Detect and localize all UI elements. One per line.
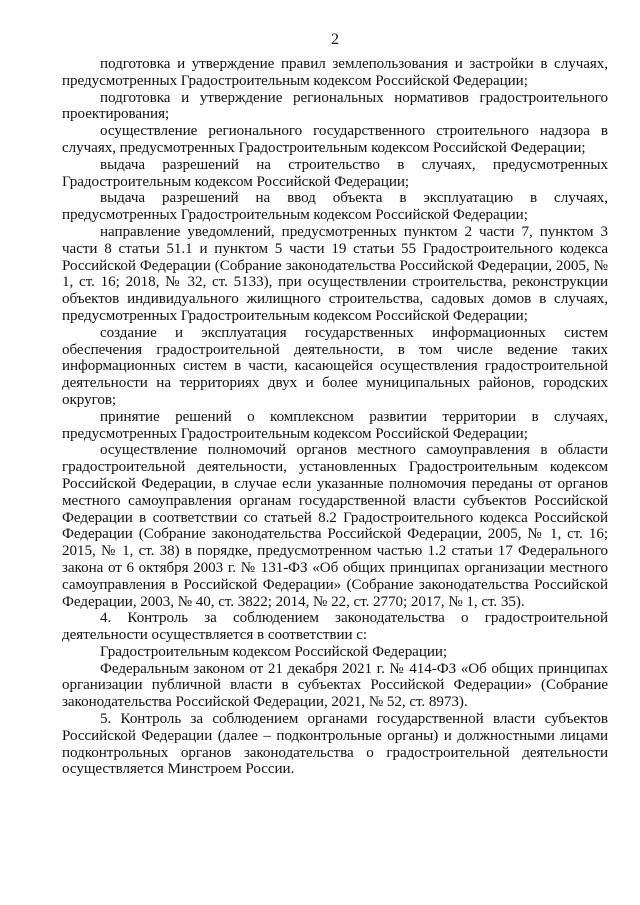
paragraph: выдача разрешений на строительство в случаях, предусмотренных Градостроительным кодексом Российской Федерации; bbox=[62, 156, 608, 190]
paragraph: выдача разрешений на ввод объекта в эксплуатацию в случаях, предусмотренных Градостроительным кодексом Российской Федерации; bbox=[62, 190, 608, 224]
paragraph: направление уведомлений, предусмотренных пунктом 2 части 7, пунктом 3 части 8 статьи 51.1 и пунктом 5 части 19 статьи 55 Градостроительного кодекса Российской Федерации (Собрание законодательства Российской Федерации, 2005, № 1, ст. 16; 2018, № 32, ст. 5133), при осуществлении строительства, реконструкции объектов индивидуального жилищного строительства, садовых домов в случаях, предусмотренных Градостроительным кодексом Российской Федерации; bbox=[62, 223, 608, 324]
paragraph: принятие решений о комплексном развитии территории в случаях, предусмотренных Градостроительным кодексом Российской Федерации; bbox=[62, 408, 608, 442]
paragraph: подготовка и утверждение правил землепользования и застройки в случаях, предусмотренных Градостроительным кодексом Российской Федерации; bbox=[62, 56, 608, 89]
paragraph: Федеральным законом от 21 декабря 2021 г. № 414-ФЗ «Об общих принципах организации публичной власти в субъектах Российской Федерации» (Собрание законодательства Российской Федерации, 2021, № 52, ст. 8973). bbox=[62, 660, 608, 711]
paragraph: подготовка и утверждение региональных нормативов градостроительного проектирования; bbox=[62, 89, 608, 123]
paragraph: создание и эксплуатация государственных информационных систем обеспечения градостроительной деятельности, в том числе ведение таких информационных систем в части, касающейся осуществления градостроительной деятельности на территориях двух и более муниципальных районов, городских округов; bbox=[62, 324, 608, 408]
document-body bbox=[62, 56, 608, 778]
paragraph: 4. Контроль за соблюдением законодательства о градостроительной деятельности осуществляется в соответствии с: bbox=[62, 610, 608, 644]
paragraph: 5. Контроль за соблюдением органами государственной власти субъектов Российской Федерации (далее – подконтрольные органы) и должностными лицами подконтрольных органов законодательства о градостроительной деятельности осуществляется Минстроем России. bbox=[62, 711, 608, 778]
page-number: 2 bbox=[331, 31, 339, 48]
paragraph: осуществление регионального государственного строительного надзора в случаях, предусмотренных Градостроительным кодексом Российской Федерации; bbox=[62, 123, 608, 156]
paragraph: Градостроительным кодексом Российской Федерации; bbox=[100, 643, 448, 660]
paragraph: осуществление полномочий органов местного самоуправления в области градостроительной деятельности, установленных Градостроительным кодексом Российской Федерации, в случае если указанные полномочия переданы от органов местного самоуправления органам государственной власти субъектов Российской Федерации в соответствии со статьей 8.2 Градостроительного кодекса Российской Федерации (Собрание законодательства Российской Федерации, 2005, № 1, ст. 16; 2015, № 1, ст. 38) в порядке, предусмотренном частью 1.2 статьи 17 Федерального закона от 6 октября 2003 г. № 131-ФЗ «Об общих принципах организации местного самоуправления в Российской Федерации» (Собрание законодательства Российской Федерации, 2003, № 40, ст. 3822; 2014, № 22, ст. 2770; 2017, № 1, ст. 35). bbox=[62, 442, 608, 610]
